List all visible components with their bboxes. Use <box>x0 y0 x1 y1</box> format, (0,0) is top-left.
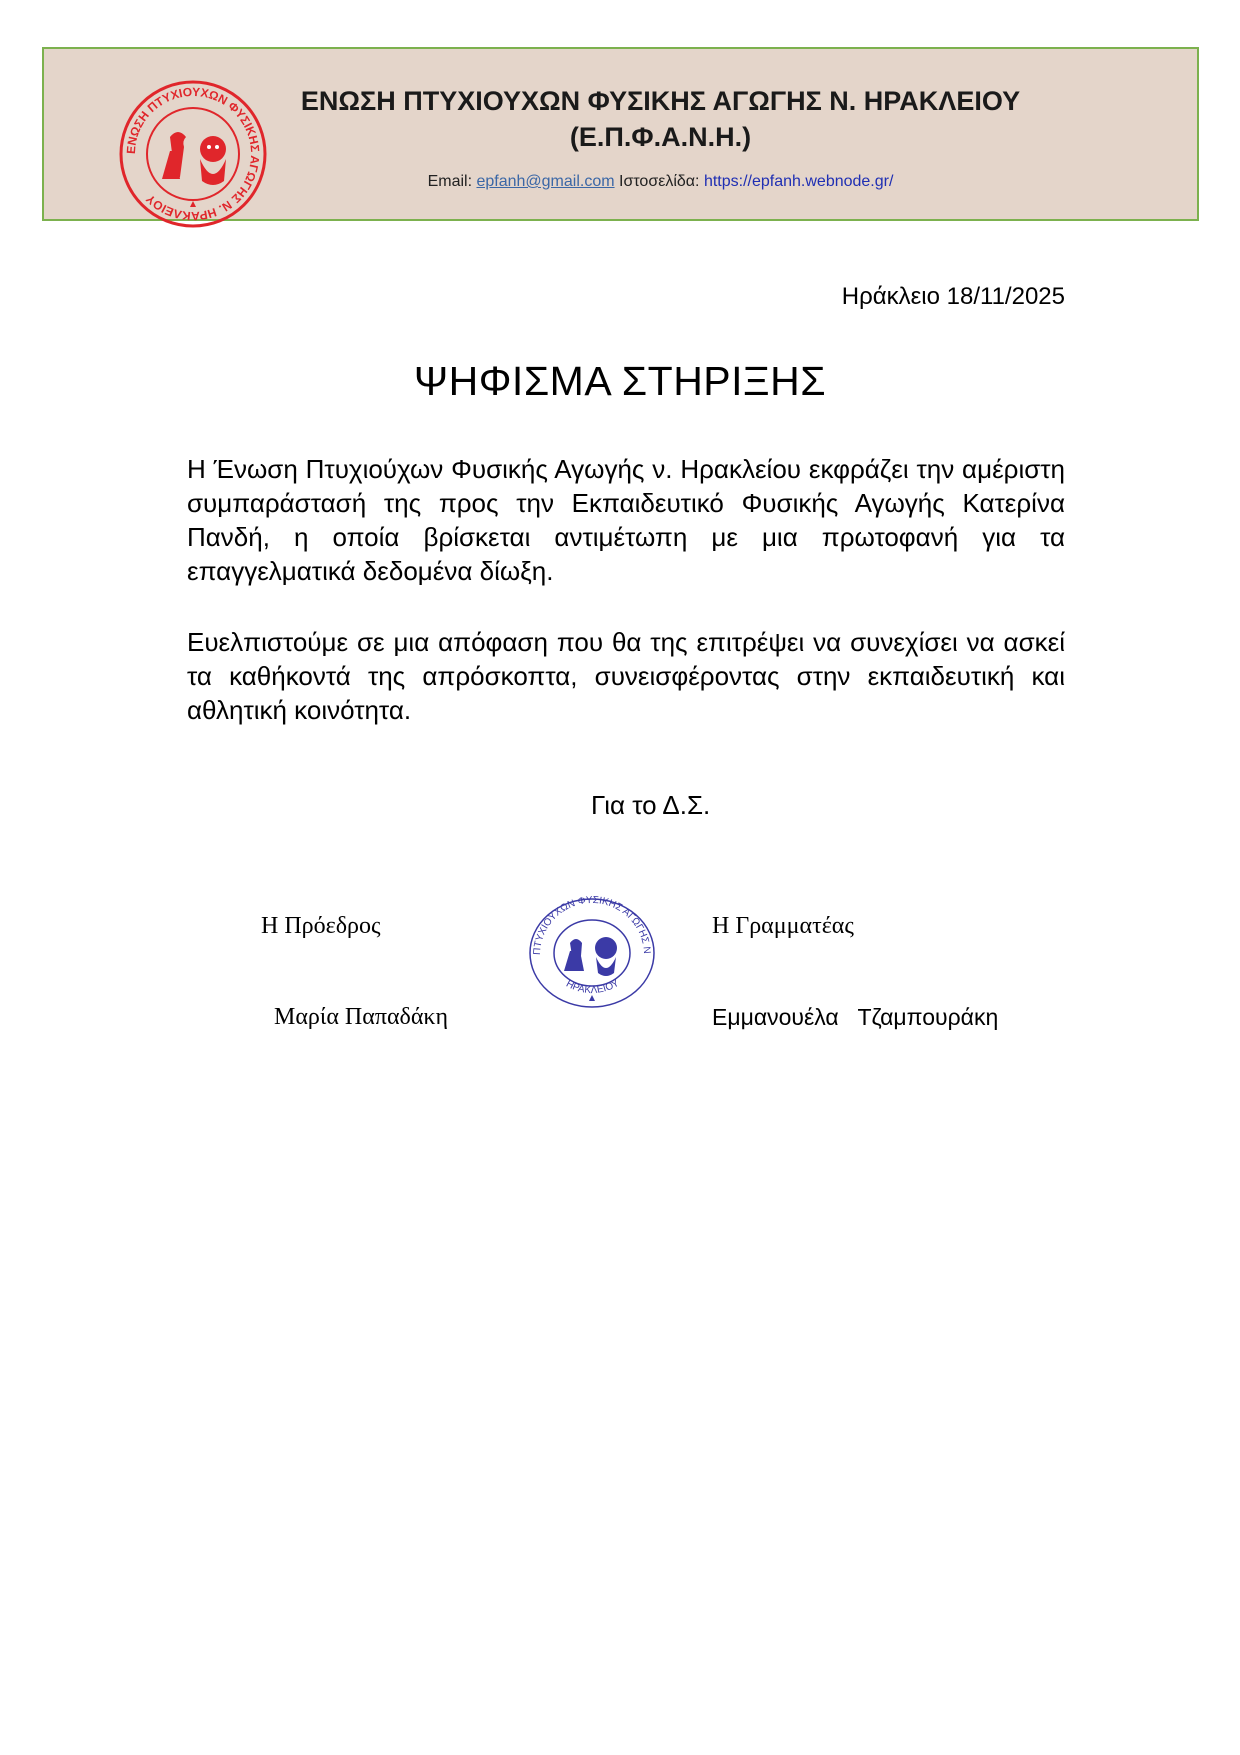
secretary-name: Εμμανουέλα Τζαμπουράκη <box>712 1004 999 1030</box>
contact-line <box>204 173 1117 191</box>
letterhead <box>42 47 1199 224</box>
organization-abbreviation: (Ε.Π.Φ.Α.Ν.Η.) <box>569 122 752 152</box>
email-label: Email: <box>427 173 473 190</box>
organization-name: ΕΝΩΣΗ ΠΤΥΧΙΟΥΧΩΝ ΦΥΣΙΚΗΣ ΑΓΩΓΗΣ Ν. ΗΡΑΚΛΕΙΟΥ <box>300 86 1021 116</box>
website-label: Ιστοσελίδα: <box>619 173 700 190</box>
document-title: ΨΗΦΙΣΜΑ ΣΤΗΡΙΞΗΣ <box>413 358 827 404</box>
secretary-title: Η Γραμματέας <box>712 913 854 939</box>
body-paragraph-1 <box>187 452 1065 588</box>
stamp-text-top: ΠΤΥΧΙΟΥΧΩΝ ΦΥΣΙΚΗΣ ΑΓΩΓΗΣ Ν <box>531 894 653 956</box>
body-paragraph-2 <box>187 625 1065 727</box>
email-link[interactable]: epfanh@gmail.com <box>476 173 615 190</box>
seal-text: ΕΝΩΣΗ ΠΤΥΧΙΟΥΧΩΝ ΦΥΣΙΚΗΣ ΑΓΩΓΗΣ Ν. ΗΡΑΚΛΕΙΟΥ <box>123 84 263 224</box>
paragraph-text: Η Ένωση Πτυχιούχων Φυσικής Αγωγής ν. Ηρακλείου εκφράζει την αμέριστη συμπαράστασή της προς την Εκπαιδευτικό Φυσικής Αγωγής Κατερίνα Πανδή, η οποία βρίσκεται αντιμέτωπη με μια πρωτοφανή για τα επαγγελματικά δεδομένα δίωξη. <box>187 454 1065 586</box>
stamp-text-bottom: ΗΡΑΚΛΕΙΟΥ <box>564 977 622 997</box>
official-stamp-icon <box>522 893 662 1011</box>
president-name: Μαρία Παπαδάκη <box>274 1004 449 1030</box>
website-link[interactable]: https://epfanh.webnode.gr/ <box>703 173 894 190</box>
president-title: Η Πρόεδρος <box>261 913 381 939</box>
document-date: Ηράκλειο 18/11/2025 <box>841 283 1065 310</box>
board-signoff: Για το Δ.Σ. <box>591 790 711 820</box>
organization-title <box>204 83 1117 155</box>
paragraph-text: Ευελπιστούμε σε μια απόφαση που θα της επιτρέψει να συνεχίσει να ασκεί τα καθήκοντά της απρόσκοπτα, συνεισφέροντας στην εκπαιδευτική και αθλητική κοινότητα. <box>187 627 1065 725</box>
